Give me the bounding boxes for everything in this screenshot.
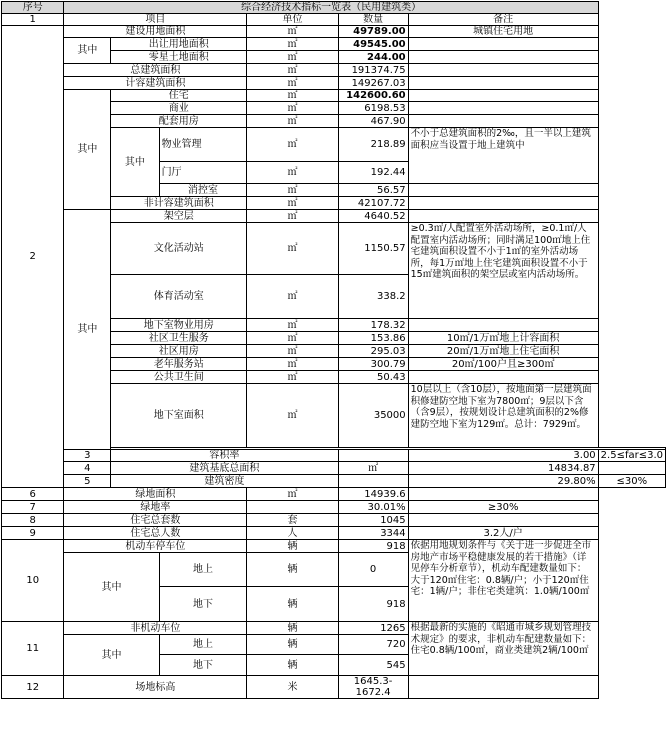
value-cell: 14834.87 <box>408 462 598 475</box>
row-number: 4 <box>64 462 111 475</box>
unit-cell: 套 <box>247 514 338 527</box>
unit-cell: ㎡ <box>338 462 408 475</box>
remark-cell: ≥30% <box>408 501 598 514</box>
unit-cell: ㎡ <box>247 275 338 319</box>
remark-cell: 不小于总建筑面积的2‰，且一半以上建筑面积应当设置于地上建筑中 <box>408 128 598 184</box>
col-qty-header: 数量 <box>338 14 408 26</box>
unit-cell: 米 <box>247 676 338 699</box>
unit-cell <box>247 501 338 514</box>
unit-cell: ㎡ <box>247 384 338 448</box>
qizhong-label: 其中 <box>64 635 159 676</box>
remark-cell: 10㎡/1万㎡地上计容面积 <box>408 332 598 345</box>
qizhong-label: 其中 <box>111 128 159 197</box>
remark-cell <box>408 371 598 384</box>
remark-cell: 根据最新的实施的《昭通市城乡规划管理技术规定》的要求，非机动车配建数量如下：住宅0.8辆/100㎡，商业类建筑2辆/100㎡ <box>408 622 598 676</box>
item-name: 建筑密度 <box>111 475 338 488</box>
remark-cell <box>598 462 665 475</box>
value-cell: 42107.72 <box>338 197 408 210</box>
unit-cell: ㎡ <box>247 488 338 501</box>
remark-cell <box>408 676 598 699</box>
item-name: 出让用地面积 <box>111 38 247 51</box>
remark-cell: ≥0.3㎡/人配置室外活动场所，≥0.1㎡/人配置室内活动场所；同时满足100㎡地上住宅建筑面积设置不小于1㎡的室外活动场所，每1万㎡地上住宅建筑面积设置不小于15㎡建筑面积的架空层或室内活动场所。 <box>408 223 598 319</box>
remark-cell <box>408 90 598 102</box>
row-number: 11 <box>2 622 64 676</box>
remark-cell <box>408 64 598 77</box>
col-seq-header: 序号 <box>2 2 64 14</box>
unit-cell: ㎡ <box>247 77 338 90</box>
table-row <box>2 77 666 90</box>
table-row <box>2 488 666 501</box>
row-number: 2 <box>2 26 64 488</box>
value-cell: 49545.00 <box>338 38 408 51</box>
item-name: 计容建筑面积 <box>64 77 247 90</box>
item-name: 非计容建筑面积 <box>111 197 247 210</box>
table-row <box>2 90 666 102</box>
unit-cell: ㎡ <box>247 371 338 384</box>
table-row <box>2 501 666 514</box>
value-cell: 29.80% <box>408 475 598 488</box>
item-name: 建筑基底总面积 <box>111 462 338 475</box>
value-cell: 4640.52 <box>338 210 408 223</box>
item-name: 消控室 <box>159 184 247 197</box>
table-row <box>2 540 666 553</box>
column-header-row <box>2 14 666 26</box>
value-cell: 6198.53 <box>338 102 408 115</box>
row-number: 10 <box>2 540 64 622</box>
item-name: 公共卫生间 <box>111 371 247 384</box>
value-cell: 192.44 <box>338 162 408 184</box>
item-name: 地下 <box>159 587 247 622</box>
unit-cell: 人 <box>247 527 338 540</box>
value-cell: 918 <box>338 540 408 553</box>
remark-cell <box>408 184 598 197</box>
row-number: 9 <box>2 527 64 540</box>
value-cell: 3.00 <box>408 450 598 462</box>
unit-cell: 辆 <box>247 655 338 676</box>
value-cell: 50.43 <box>338 371 408 384</box>
item-name: 地下室物业用房 <box>111 319 247 332</box>
table-row <box>2 462 666 475</box>
item-name: 配套用房 <box>111 115 247 128</box>
row-number: 7 <box>2 501 64 514</box>
unit-cell: ㎡ <box>247 184 338 197</box>
remark-cell <box>408 77 598 90</box>
remark-cell <box>408 115 598 128</box>
item-name: 绿地面积 <box>64 488 247 501</box>
item-name: 总建筑面积 <box>64 64 247 77</box>
table-title: 综合经济技术指标一览表（民用建筑类） <box>64 2 598 14</box>
item-name: 容积率 <box>111 450 338 462</box>
unit-cell: ㎡ <box>247 223 338 275</box>
item-name: 零星土地面积 <box>111 51 247 64</box>
unit-cell: ㎡ <box>247 162 338 184</box>
table-row <box>2 676 666 699</box>
item-name: 地上 <box>159 553 247 587</box>
value-cell: 720 <box>338 635 408 655</box>
item-name: 机动车停车位 <box>64 540 247 553</box>
row-number: 5 <box>64 475 111 488</box>
qizhong-label: 其中 <box>64 90 111 210</box>
remark-cell: 3.2人/户 <box>408 527 598 540</box>
remark-cell <box>408 488 598 501</box>
value-cell: 338.2 <box>338 275 408 319</box>
value-cell: 14939.6 <box>338 488 408 501</box>
unit-cell: ㎡ <box>247 197 338 210</box>
item-name: 社区卫生服务 <box>111 332 247 345</box>
unit-cell: 辆 <box>247 553 338 587</box>
unit-cell <box>338 450 408 462</box>
row-number: 12 <box>2 676 64 699</box>
table-row <box>2 475 666 488</box>
unit-cell: ㎡ <box>247 358 338 371</box>
unit-cell: ㎡ <box>247 128 338 162</box>
remark-cell: ≤30% <box>598 475 665 488</box>
item-name: 文化活动站 <box>111 223 247 275</box>
value-cell: 178.32 <box>338 319 408 332</box>
unit-cell: ㎡ <box>247 319 338 332</box>
col-unit-header: 单位 <box>247 14 338 26</box>
item-name: 体育活动室 <box>111 275 247 319</box>
item-name: 社区用房 <box>111 345 247 358</box>
remark-cell: 2.5≤far≤3.0 <box>598 450 665 462</box>
item-name: 住宅总人数 <box>64 527 247 540</box>
qizhong-label: 其中 <box>64 553 159 622</box>
value-cell: 918 <box>338 587 408 622</box>
value-cell: 0 <box>338 553 408 587</box>
item-name: 场地标高 <box>64 676 247 699</box>
remark-cell <box>408 319 598 332</box>
value-cell: 244.00 <box>338 51 408 64</box>
unit-cell: ㎡ <box>247 332 338 345</box>
unit-cell: ㎡ <box>247 102 338 115</box>
value-cell: 467.90 <box>338 115 408 128</box>
value-cell: 545 <box>338 655 408 676</box>
unit-cell: ㎡ <box>247 51 338 64</box>
value-cell: 30.01% <box>338 501 408 514</box>
remark-cell <box>408 197 598 210</box>
unit-cell: 辆 <box>247 587 338 622</box>
item-name: 老年服务站 <box>111 358 247 371</box>
item-name: 非机动车位 <box>64 622 247 635</box>
qizhong-label: 其中 <box>64 38 111 64</box>
table-row <box>2 514 666 527</box>
remark-cell <box>408 38 598 51</box>
table-row <box>2 527 666 540</box>
value-cell: 1150.57 <box>338 223 408 275</box>
value-cell: 1645.3-1672.4 <box>338 676 408 699</box>
table-row <box>2 64 666 77</box>
unit-cell: ㎡ <box>247 64 338 77</box>
row-number: 3 <box>64 450 111 462</box>
table-row <box>2 26 666 38</box>
table-row <box>2 450 666 462</box>
item-name: 地下室面积 <box>111 384 247 448</box>
item-name: 地上 <box>159 635 247 655</box>
item-name: 物业管理 <box>159 128 247 162</box>
unit-cell: 辆 <box>247 622 338 635</box>
unit-cell: ㎡ <box>247 210 338 223</box>
unit-cell: ㎡ <box>247 90 338 102</box>
indicator-table <box>1 1 666 699</box>
table-row <box>2 622 666 635</box>
remark-cell: 依据用地规划条件与《关于进一步促进全市房地产市场平稳健康发展的若干措施》（详见停车分析章节），机动车配建数量如下：大于120㎡住宅：0.8辆/户；小于120㎡住宅：1辆/户；非住宅类建筑：1.0辆/100㎡ <box>408 540 598 622</box>
value-cell: 300.79 <box>338 358 408 371</box>
value-cell: 295.03 <box>338 345 408 358</box>
qizhong-label: 其中 <box>64 210 111 450</box>
remark-cell <box>408 514 598 527</box>
item-name: 地下 <box>159 655 247 676</box>
value-cell: 3344 <box>338 527 408 540</box>
remark-cell <box>408 51 598 64</box>
col-remark-header: 备注 <box>408 14 598 26</box>
table-row <box>2 38 666 51</box>
value-cell: 1045 <box>338 514 408 527</box>
unit-cell: 辆 <box>247 540 338 553</box>
item-name: 商业 <box>111 102 247 115</box>
row-number: 6 <box>2 488 64 501</box>
col-item-header: 项目 <box>64 14 247 26</box>
unit-cell: ㎡ <box>247 38 338 51</box>
remark-cell <box>408 210 598 223</box>
row-number: 1 <box>2 14 64 26</box>
item-name: 建设用地面积 <box>64 26 247 38</box>
unit-cell: 辆 <box>247 635 338 655</box>
item-name: 门厅 <box>159 162 247 184</box>
item-name: 架空层 <box>111 210 247 223</box>
value-cell: 49789.00 <box>338 26 408 38</box>
remark-cell: 城镇住宅用地 <box>408 26 598 38</box>
remark-cell <box>408 102 598 115</box>
item-name: 住宅 <box>111 90 247 102</box>
value-cell: 142600.60 <box>338 90 408 102</box>
value-cell: 149267.03 <box>338 77 408 90</box>
remark-cell: 20㎡/100户且≥300㎡ <box>408 358 598 371</box>
value-cell: 218.89 <box>338 128 408 162</box>
value-cell: 56.57 <box>338 184 408 197</box>
item-name: 绿地率 <box>64 501 247 514</box>
unit-cell: ㎡ <box>247 26 338 38</box>
unit-cell: ㎡ <box>247 115 338 128</box>
value-cell: 35000 <box>338 384 408 448</box>
value-cell: 153.86 <box>338 332 408 345</box>
unit-cell: ㎡ <box>247 345 338 358</box>
remark-cell: 20㎡/1万㎡地上住宅面积 <box>408 345 598 358</box>
table-row <box>2 210 666 223</box>
unit-cell <box>338 475 408 488</box>
item-name: 住宅总套数 <box>64 514 247 527</box>
value-cell: 191374.75 <box>338 64 408 77</box>
value-cell: 1265 <box>338 622 408 635</box>
remark-cell: 10层以上（含10层），按地面第一层建筑面积修建防空地下室为7800㎡；9层以下含（含9层），按规划设计总建筑面积的2%修建防空地下室为129㎡。总计：7929㎡。 <box>408 384 598 448</box>
row-number: 8 <box>2 514 64 527</box>
header-row <box>2 2 666 14</box>
